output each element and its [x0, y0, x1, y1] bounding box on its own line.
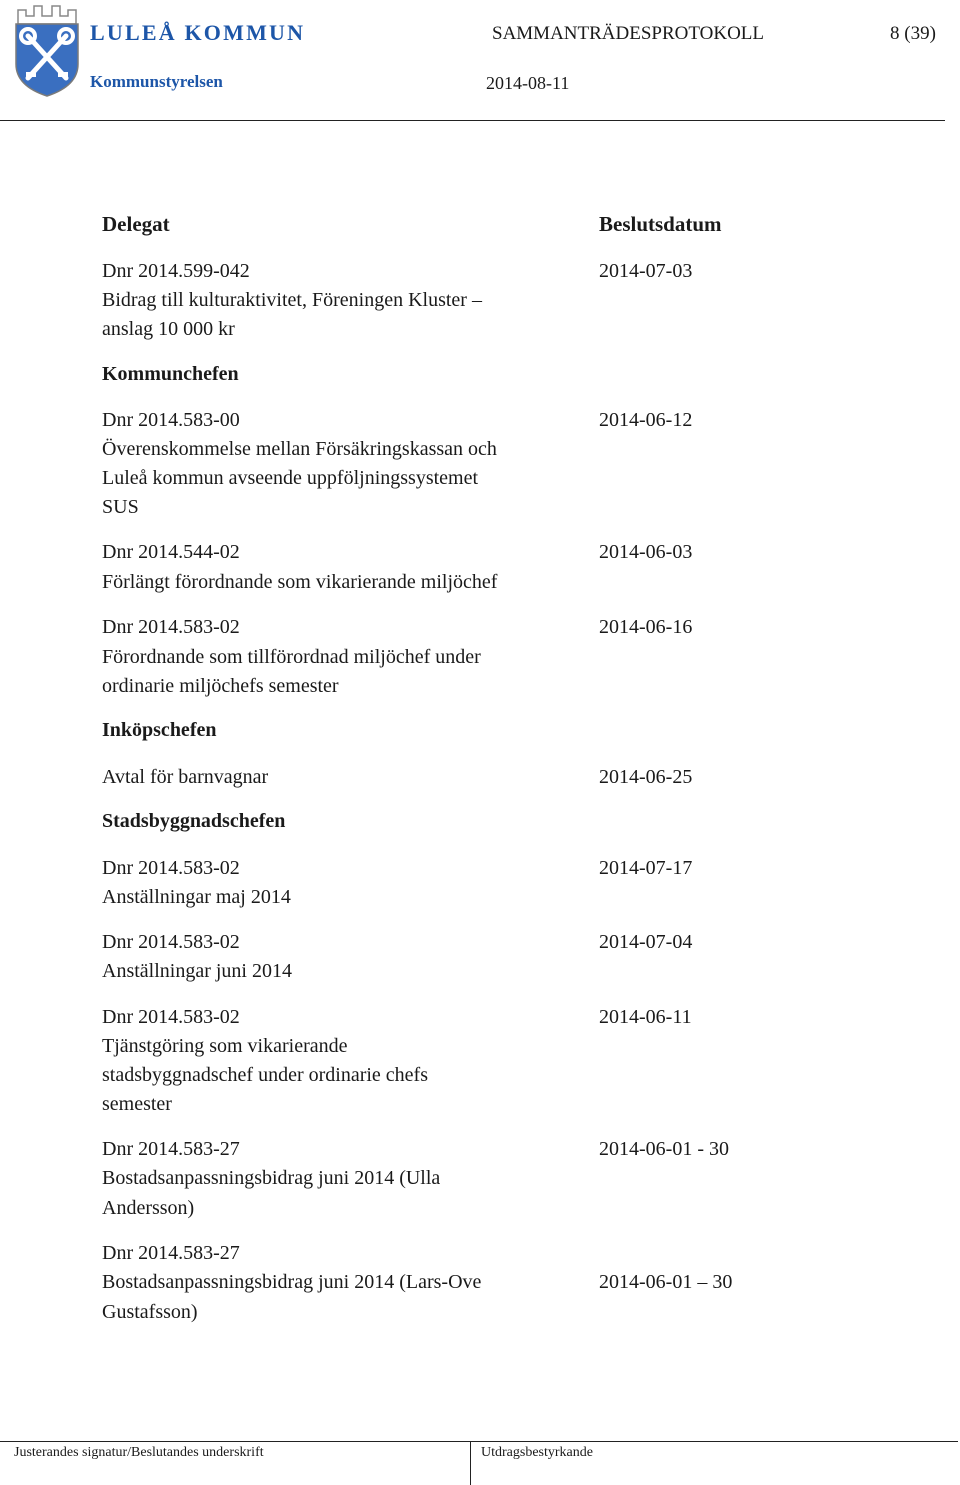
entry-text: SUS	[102, 496, 139, 518]
case-number: Dnr 2014.583-27	[102, 1138, 240, 1160]
entry-text: Förordnande som tillförordnad miljöchef under	[102, 646, 481, 668]
entry-text: Anställningar maj 2014	[102, 886, 291, 908]
decision-date: 2014-06-01 – 30	[599, 1271, 733, 1293]
entry-text: Anställningar juni 2014	[102, 960, 292, 982]
case-number: Dnr 2014.599-042	[102, 260, 250, 282]
certification-label: Utdragsbestyrkande	[481, 1445, 593, 1460]
decision-date: 2014-07-04	[599, 931, 693, 953]
case-number: Dnr 2014.583-02	[102, 857, 240, 879]
decision-date: 2014-06-11	[599, 1006, 692, 1028]
entry-text: anslag 10 000 kr	[102, 318, 235, 340]
case-number: Dnr 2014.583-02	[102, 1006, 240, 1028]
footer-divider	[0, 1441, 958, 1442]
signature-label: Justerandes signatur/Beslutandes underskrift	[14, 1445, 264, 1460]
entry-text: Luleå kommun avseende uppföljningssystemet	[102, 467, 479, 489]
section-heading-kommunchefen: Kommunchefen	[102, 363, 239, 385]
organization-name: LULEÅ KOMMUN	[90, 20, 306, 45]
column-heading-decision-date: Beslutsdatum	[599, 212, 722, 236]
section-heading-stadsbyggnadschefen: Stadsbyggnadschefen	[102, 810, 286, 832]
decision-date: 2014-06-12	[599, 409, 693, 431]
entry-text: Överenskommelse mellan Försäkringskassan och	[102, 438, 497, 460]
case-number: Dnr 2014.544-02	[102, 541, 240, 563]
entry-text: Andersson)	[102, 1197, 195, 1219]
decision-date: 2014-07-17	[599, 857, 693, 879]
case-number: Dnr 2014.583-27	[102, 1242, 240, 1264]
entry-text: Bostadsanpassningsbidrag juni 2014 (Lars-Ove	[102, 1271, 482, 1293]
decision-date: 2014-06-03	[599, 541, 693, 563]
decision-date: 2014-06-01 - 30	[599, 1138, 729, 1160]
section-heading-inkopschefen: Inköpschefen	[102, 719, 217, 741]
decision-date: 2014-07-03	[599, 260, 693, 282]
meeting-date: 2014-08-11	[486, 73, 570, 93]
decision-date: 2014-06-25	[599, 766, 693, 788]
entry-text: Gustafsson)	[102, 1301, 198, 1323]
document-type: SAMMANTRÄDESPROTOKOLL	[492, 23, 765, 44]
footer-column-divider	[470, 1441, 471, 1485]
case-number: Dnr 2014.583-00	[102, 409, 240, 431]
case-number: Dnr 2014.583-02	[102, 931, 240, 953]
entry-text: Förlängt förordnande som vikarierande miljöchef	[102, 571, 498, 593]
decision-date: 2014-06-16	[599, 616, 693, 638]
case-number: Dnr 2014.583-02	[102, 616, 240, 638]
column-heading-delegate: Delegat	[102, 212, 170, 236]
header-divider	[0, 120, 945, 121]
coat-of-arms-logo	[12, 2, 82, 98]
entry-text: semester	[102, 1093, 172, 1115]
entry-text: Bostadsanpassningsbidrag juni 2014 (Ulla	[102, 1167, 441, 1189]
unit-name: Kommunstyrelsen	[90, 72, 223, 91]
entry-text: stadsbyggnadschef under ordinarie chefs	[102, 1064, 428, 1086]
entry-text: Bidrag till kulturaktivitet, Föreningen Kluster –	[102, 289, 482, 311]
entry-text: ordinarie miljöchefs semester	[102, 675, 339, 697]
entry-text: Avtal för barnvagnar	[102, 766, 269, 788]
page-number: 8 (39)	[890, 23, 936, 44]
entry-text: Tjänstgöring som vikarierande	[102, 1035, 348, 1057]
